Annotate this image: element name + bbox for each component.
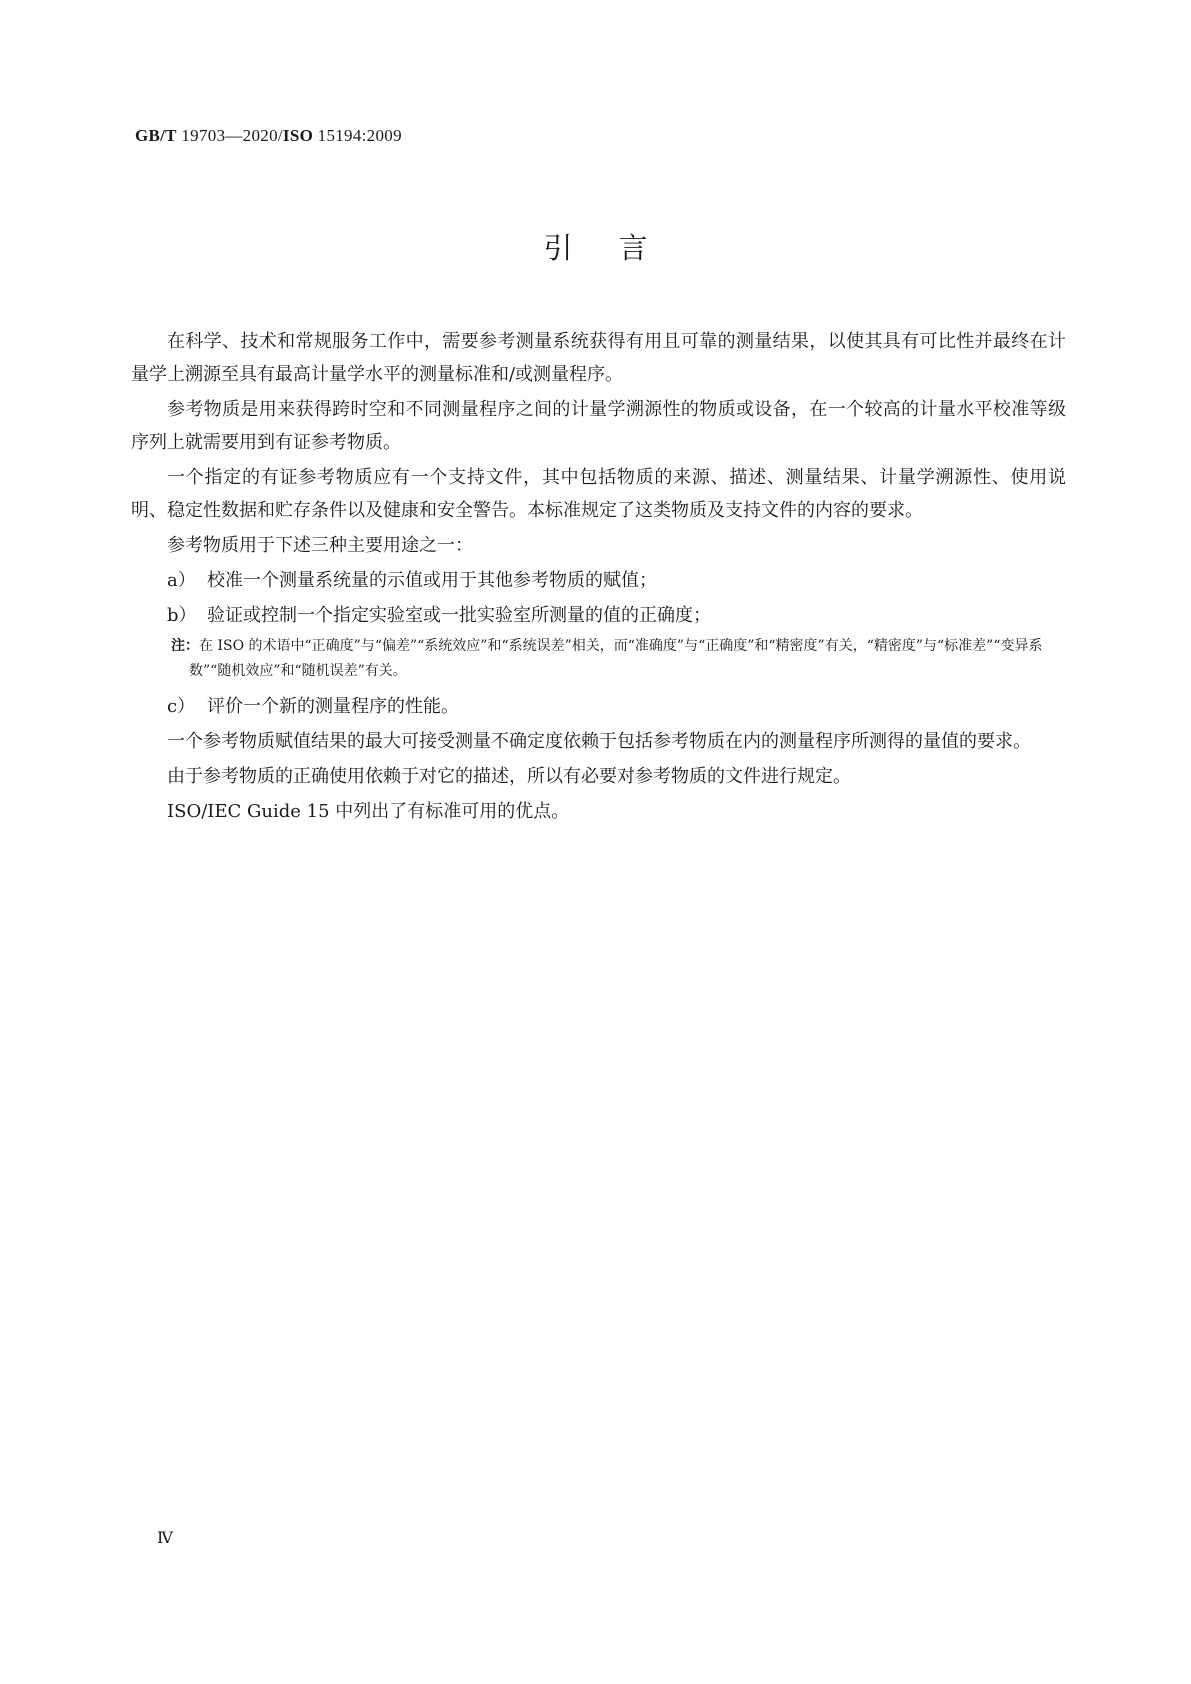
paragraph: 参考物质是用来获得跨时空和不同测量程序之间的计量学溯源性的物质或设备，在一个较高的计量水平校准等级序列上就需要用到有证参考物质。 <box>131 399 1066 453</box>
list-text: 评价一个新的测量程序的性能。 <box>207 696 459 717</box>
paragraph: 由于参考物质的正确使用依赖于对它的描述，所以有必要对参考物质的文件进行规定。 <box>167 766 851 787</box>
section-title: 引言 <box>543 231 694 265</box>
paragraph: 在科学、技术和常规服务工作中，需要参考测量系统获得有用且可靠的测量结果，以使其具有可比性并最终在计量学上溯源至具有最高计量学水平的测量标准和/或测量程序。 <box>131 331 1066 385</box>
note-label: 注： <box>171 638 199 654</box>
page-number: Ⅳ <box>157 1530 173 1547</box>
note <box>131 634 1066 684</box>
note-text: 在 ISO 的术语中“正确度”与“偏差”“系统效应”和“系统误差”相关，而“准确度”与“正确度”和“精密度”有关，“精密度”与“标准差”“变异系数”“随机效应”和“随机误差”有关。 <box>189 638 1043 679</box>
list-text: 校准一个测量系统量的示值或用于其他参考物质的赋值； <box>207 570 657 591</box>
document-reference <box>135 126 402 146</box>
doc-ref-standard: GB/T <box>135 126 177 145</box>
doc-ref-number: 19703—2020/ <box>176 126 283 145</box>
list-marker: a） <box>167 570 196 591</box>
paragraph: 参考物质用于下述三种主要用途之一： <box>167 535 473 556</box>
doc-ref-iso: ISO <box>282 126 314 145</box>
list-item-b <box>131 599 1066 632</box>
list-marker: c） <box>167 696 196 717</box>
list-item-c <box>131 690 1066 723</box>
list-marker: b） <box>167 605 197 626</box>
paragraph: 一个参考物质赋值结果的最大可接受测量不确定度依赖于包括参考物质在内的测量程序所测得的量值的要求。 <box>167 731 1031 752</box>
list-text: 验证或控制一个指定实验室或一批实验室所测量的值的正确度； <box>207 605 711 626</box>
body-content <box>131 325 1066 830</box>
list-item-a <box>131 564 1066 597</box>
paragraph: ISO/IEC Guide 15 中列出了有标准可用的优点。 <box>167 801 570 822</box>
paragraph: 一个指定的有证参考物质应有一个支持文件，其中包括物质的来源、描述、测量结果、计量学溯源性、使用说明、稳定性数据和贮存条件以及健康和安全警告。本标准规定了这类物质及支持文件的内容的要求。 <box>131 467 1066 521</box>
doc-ref-iso-number: 15194:2009 <box>313 126 402 145</box>
